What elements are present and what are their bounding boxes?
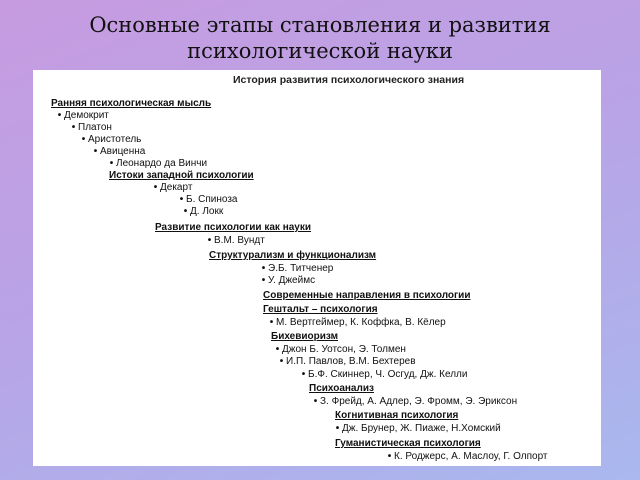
list-item-text: Джон Б. Уотсон, Э. Толмен [282, 344, 406, 355]
bullet-icon: • [153, 182, 158, 193]
list-item-text: Д. Локк [190, 206, 224, 217]
list-item-text: М. Вертгеймер, К. Коффка, В. Кёлер [276, 317, 446, 328]
list-item [79, 134, 141, 146]
section-header-text: Гуманистическая психология [335, 438, 481, 449]
bullet-icon: • [207, 235, 212, 246]
bullet-icon: • [313, 396, 318, 407]
list-item [181, 206, 223, 218]
list-item-text: Б.Ф. Скиннер, Ч. Осгуд, Дж. Келли [308, 369, 468, 380]
list-item-text: У. Джеймс [268, 275, 316, 286]
list-item [267, 317, 446, 329]
bullet-icon: • [71, 122, 76, 133]
list-item-text: З. Фрейд, А. Адлер, Э. Фромм, Э. Эриксон [320, 396, 518, 407]
list-item [107, 158, 207, 170]
section-header [263, 304, 378, 316]
slide-title-line2: психологической науки [187, 39, 453, 63]
document-title: История развития психологического знания [233, 74, 465, 86]
list-item-text: Аристотель [88, 134, 142, 145]
section-header [263, 290, 470, 302]
section-header [109, 170, 254, 182]
list-item [333, 423, 501, 435]
list-item [299, 369, 467, 381]
bullet-icon: • [183, 206, 188, 217]
section-header-text: Гештальт – психология [263, 304, 378, 315]
list-item-text: Авиценна [100, 146, 146, 157]
list-item-text: Дж. Брунер, Ж. Пиаже, Н.Хомский [342, 423, 501, 434]
section-header [271, 331, 338, 343]
bullet-icon: • [57, 110, 62, 121]
list-item-text: Демокрит [64, 110, 109, 121]
list-item [277, 356, 416, 368]
bullet-icon: • [279, 356, 284, 367]
section-header [209, 250, 376, 262]
bullet-icon: • [179, 194, 184, 205]
section-header-text: Структурализм и функционализм [209, 250, 377, 261]
slide-title [0, 12, 640, 64]
list-item [177, 194, 237, 206]
list-item-text: И.П. Павлов, В.М. Бехтерев [286, 356, 416, 367]
section-header-text: Психоанализ [309, 383, 374, 394]
bullet-icon: • [261, 263, 266, 274]
list-item [91, 146, 145, 158]
list-item [385, 451, 548, 463]
bullet-icon: • [81, 134, 86, 145]
list-item [259, 275, 315, 287]
section-header-text: Современные направления в психологии [263, 290, 471, 301]
bullet-icon: • [109, 158, 114, 169]
list-item-text: Э.Б. Титченер [268, 263, 334, 274]
section-header [335, 438, 481, 450]
list-item [205, 235, 265, 247]
list-item [311, 396, 517, 408]
section-header [335, 410, 458, 422]
slide-title-line1: Основные этапы становления и развития [89, 13, 551, 37]
section-header-text: Развитие психологии как науки [155, 222, 312, 233]
list-item [151, 182, 192, 194]
bullet-icon: • [269, 317, 274, 328]
section-header-text: Ранняя психологическая мысль [51, 98, 212, 109]
section-header [51, 98, 211, 110]
bullet-icon: • [301, 369, 306, 380]
bullet-icon: • [335, 423, 340, 434]
bullet-icon: • [387, 451, 392, 462]
bullet-icon: • [261, 275, 266, 286]
list-item [273, 344, 406, 356]
list-item-text: Б. Спиноза [186, 194, 238, 205]
section-header-text: Когнитивная психология [335, 410, 459, 421]
section-header-text: Бихевиоризм [271, 331, 338, 342]
list-item [55, 110, 109, 122]
list-item-text: Платон [78, 122, 112, 133]
list-item [69, 122, 112, 134]
list-item-text: В.М. Вундт [214, 235, 265, 246]
list-item [259, 263, 333, 275]
section-header [155, 222, 311, 234]
bullet-icon: • [275, 344, 280, 355]
list-item-text: К. Роджерс, А. Маслоу, Г. Олпорт [394, 451, 548, 462]
bullet-icon: • [93, 146, 98, 157]
document-image-panel [33, 70, 601, 466]
section-header [309, 383, 374, 395]
list-item-text: Леонардо да Винчи [116, 158, 208, 169]
section-header-text: Истоки западной психологии [109, 170, 254, 181]
list-item-text: Декарт [160, 182, 193, 193]
